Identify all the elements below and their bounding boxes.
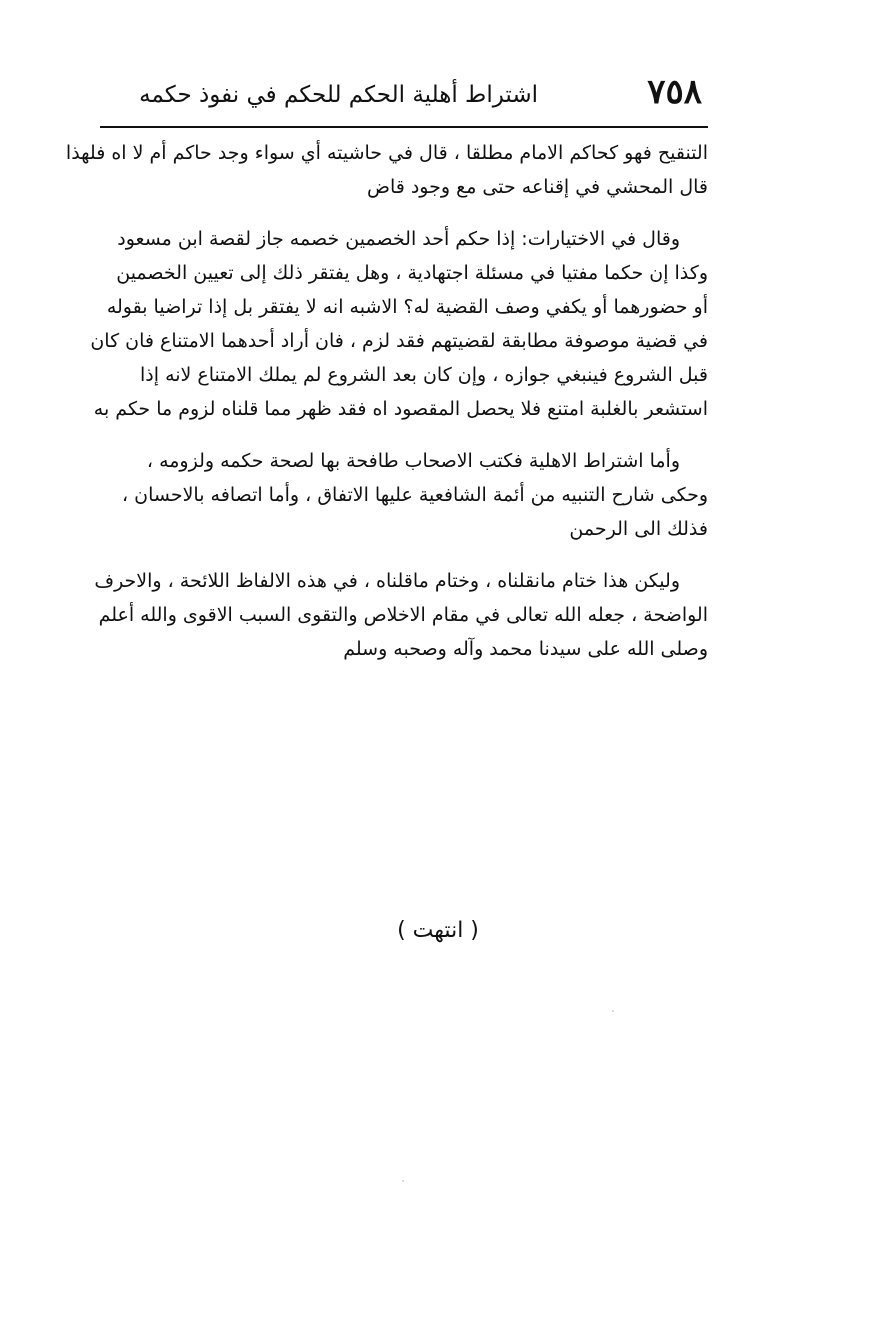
text-line: وليكن هذا ختام مانقلناه ، وختام ماقلناه ، في هذه الالفاظ اللائحة ، والاحرف <box>94 570 680 592</box>
text-line: في قضية موصوفة مطابقة لقضيتهم فقد لزم ، فان أراد أحدهما الامتناع فان كان <box>90 330 708 352</box>
text-line: وكذا إن حكما مفتيا في مسئلة اجتهادية ، وهل يفتقر ذلك إلى تعيين الخصمين <box>116 262 708 284</box>
text-line: استشعر بالغلبة امتنع فلا يحصل المقصود اه فقد ظهر مما قلناه لزوم ما حكم به <box>93 398 708 420</box>
paragraph-gap <box>96 546 708 564</box>
text-line: فذلك الى الرحمن <box>569 518 708 540</box>
text-line: وصلى الله على سيدنا محمد وآله وصحبه وسلم <box>343 638 708 660</box>
text-line: أو حضورهما أو يكفي وصف القضية له؟ الاشبه انه لا يفتقر بل إذا تراضيا بقوله <box>106 296 708 318</box>
paragraph-gap <box>96 426 708 444</box>
running-title: اشتراط أهلية الحكم للحكم في نفوذ حكمه <box>139 82 538 108</box>
text-line: وأما اشتراط الاهلية فكتب الاصحاب طافحة بها لصحة حكمه ولزومه ، <box>146 450 680 472</box>
page-number: ٧٥٨ <box>647 72 702 112</box>
body-text <box>65 136 708 666</box>
paragraph-gap <box>96 204 708 222</box>
text-line: قبل الشروع فينبغي جوازه ، وإن كان بعد الشروع لم يملك الامتناع لانه إذا <box>140 364 708 386</box>
text-line: وحكى شارح التنبيه من أئمة الشافعية عليها الاتفاق ، وأما اتصافه بالاحسان ، <box>121 484 708 506</box>
text-line: التنقيح فهو كحاكم الامام مطلقا ، قال في حاشيته أي سواء وجد حاكم أم لا اه فلهذا <box>65 142 708 164</box>
text-line: قال المحشي في إقناعه حتى مع وجود قاض <box>366 176 708 198</box>
page-header <box>100 62 708 128</box>
header-rule <box>100 126 708 128</box>
text-line: الواضحة ، جعله الله تعالى في مقام الاخلاص والتقوى السبب الاقوى والله أعلم <box>98 604 708 626</box>
paper-speck <box>402 1180 404 1182</box>
paper-speck <box>612 1010 614 1012</box>
text-line: وقال في الاختيارات: إذا حكم أحد الخصمين خصمه جاز لقصة ابن مسعود <box>117 228 680 250</box>
end-mark: ( انتهت ) <box>397 918 479 943</box>
